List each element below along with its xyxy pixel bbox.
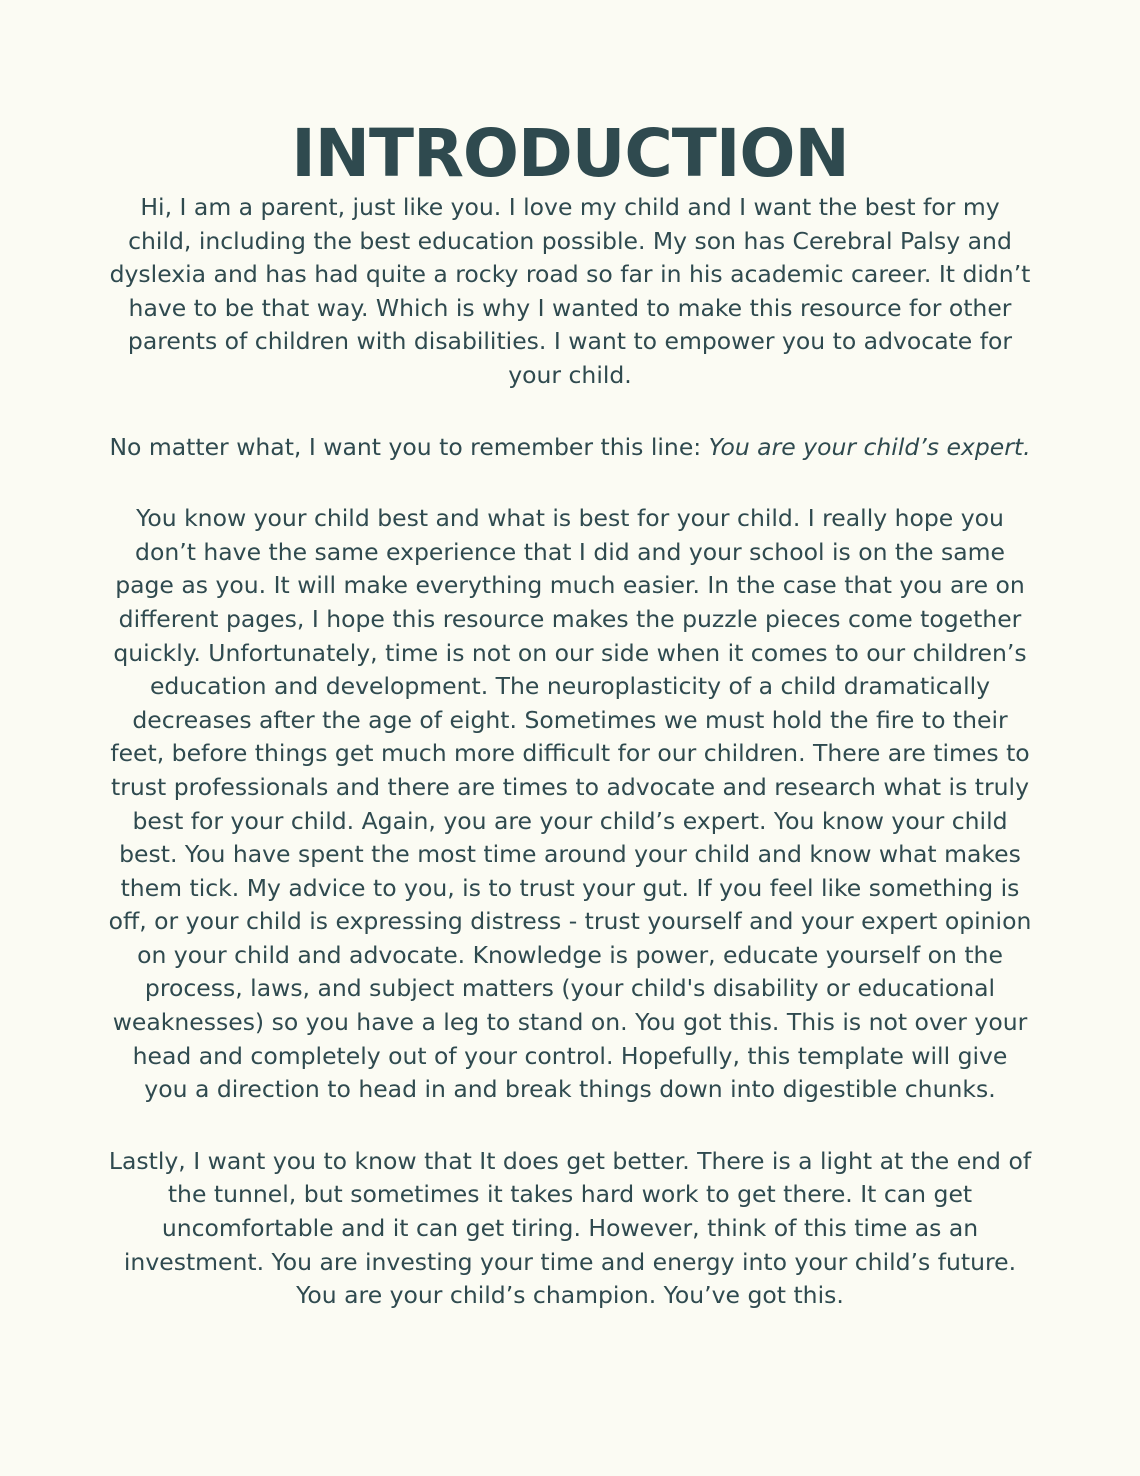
- expert-quote: You are your child’s expert.: [708, 432, 1031, 461]
- intro-paragraph-2: [108, 431, 1032, 465]
- intro-paragraph-1: Hi, I am a parent, just like you. I love my child and I want the best for my child, including the best education possible. My son has Cerebral Palsy and dyslexia and has had quite a rocky road so far in his academic career. It didn’t have to be that way. Which is why I wanted to make this resource for other parents of children with disabilities. I want to empower you to advocate for your child.: [109, 193, 1031, 389]
- intro-paragraph-4: Lastly, I want you to know that It does get better. There is a light at the end of the tunnel, but sometimes it takes hard work to get there. It can get uncomfortable and it can get tiring. However, think of this time as an investment. You are investing your time and energy into your child’s future. You are your child’s champion. You’ve got this.: [108, 1146, 1032, 1310]
- intro-body: [108, 191, 1032, 1313]
- page-title: INTRODUCTION: [291, 115, 849, 192]
- intro-paragraph-2-text: No matter what, I want you to remember this line:: [109, 432, 709, 461]
- intro-paragraph-3: You know your child best and what is best for your child. I really hope you don’t have the same experience that I did and your school is on the same page as you. It will make everything much easier. In the case that you are on different pages, I hope this resource makes the puzzle pieces come together quickly. Unfortunately, time is not on our side when it comes to our children’s education and development. The neuroplasticity of a child dramatically decreases after the age of eight. Sometimes we must hold the fire to their feet, before things get much more difficult for our children. There are times to trust professionals and there are times to advocate and research what is truly best for your child. Again, you are your child’s expert. You know your child best. You have spent the most time around your child and know what makes them tick. My advice to you, is to trust your gut. If you feel like something is off, or your child is expressing distress - trust yourself and your expert opinion on your child and advocate. Knowledge is power, educate yourself on the process, laws, and subject matters (your child's disability or educational weaknesses) so you have a leg to stand on. You got this. This is not over your head and completely out of your control. Hopefully, this template will give you a direction to head in and break things down into digestible chunks.: [108, 504, 1032, 1104]
